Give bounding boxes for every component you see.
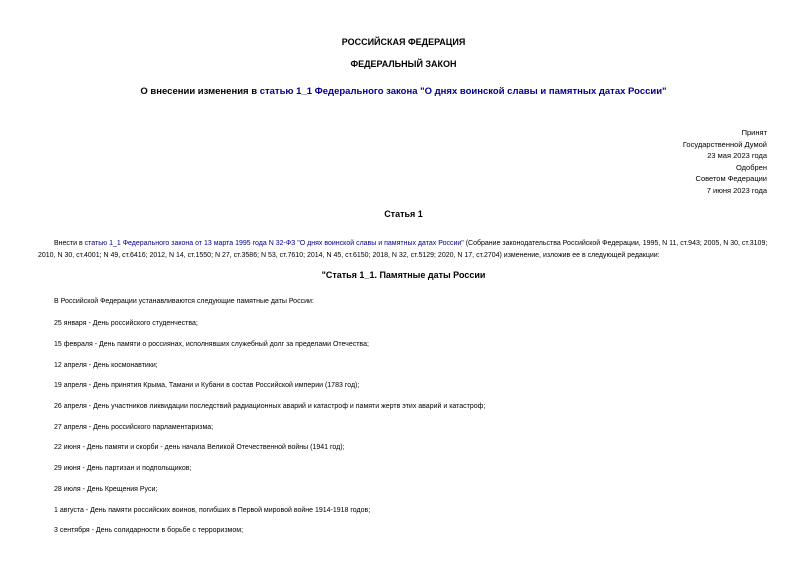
article-intro-link[interactable]: статью 1_1 Федерального закона от 13 марта 1995 года N 32-ФЗ "О днях воинской славы и памятных датах России" [84, 240, 464, 247]
paragraph: 22 июня - День памяти и скорби - день начала Великой Отечественной войны (1941 год); [54, 444, 345, 451]
country-heading: РОССИЙСКАЯ ФЕДЕРАЦИЯ [341, 37, 466, 47]
paragraph: 12 апреля - День космонавтики; [54, 362, 158, 369]
acceptance-line: Государственной Думой [682, 139, 767, 149]
article-intro [38, 238, 770, 262]
law-title-prefix: О внесении изменения в [140, 86, 260, 97]
law-title [0, 86, 807, 97]
acceptance-line: Одобрен [736, 162, 767, 172]
paragraph: В Российской Федерации устанавливаются следующие памятные даты России: [54, 298, 314, 305]
paragraph: 1 августа - День памяти российских воинов, погибших в Первой мировой войне 1914-1918 годов; [54, 507, 371, 514]
acceptance-line: Советом Федерации [695, 174, 767, 183]
paragraph: 29 июня - День партизан и подпольщиков; [54, 465, 192, 472]
article-subheading: "Статья 1_1. Памятные даты России [321, 270, 486, 280]
paragraph: 27 апреля - День российского парламентаризма; [54, 424, 214, 431]
article-heading: Статья 1 [384, 209, 423, 219]
article-intro-prefix: Внести в [54, 240, 85, 247]
acceptance-line: 7 июня 2023 года [706, 185, 767, 195]
acceptance-line: Принят [741, 128, 767, 137]
acceptance-block [683, 127, 767, 196]
paragraph: 28 июля - День Крещения Руси; [54, 486, 158, 493]
paragraph: 25 января - День российского студенчества; [54, 320, 198, 327]
acceptance-line: 23 мая 2023 года [707, 151, 767, 160]
article-intro-suffix: (Собрание законодательства Российской Федерации, 1995, N 11, ст.943; 2005, N 30, ст.3109; 2010, N 30, ст.4001; N 49, ст.6416; 2012, N 14, ст.1550; N 27, ст.3586; N 53, ст.7610; 2014, N 45, ст.6150; 2018, N 32, ст.5129; 2020, N 17, ст.2704) изменение, изложив ее в следующей редакции: [38, 240, 768, 259]
law-title-link[interactable]: статью 1_1 Федерального закона "О днях воинской славы и памятных датах России" [259, 86, 667, 97]
paragraph: 3 сентября - День солидарности в борьбе с терроризмом; [54, 527, 244, 534]
paragraph: 19 апреля - День принятия Крыма, Тамани и Кубани в состав Российской империи (1783 год); [54, 382, 360, 389]
paragraph: 26 апреля - День участников ликвидации последствий радиационных аварий и катастроф и памяти жертв этих аварий и катастроф; [54, 403, 486, 410]
paragraph: 15 февраля - День памяти о россиянах, исполнявших служебный долг за пределами Отечества; [54, 341, 369, 348]
doc-type-heading: ФЕДЕРАЛЬНЫЙ ЗАКОН [350, 59, 457, 69]
